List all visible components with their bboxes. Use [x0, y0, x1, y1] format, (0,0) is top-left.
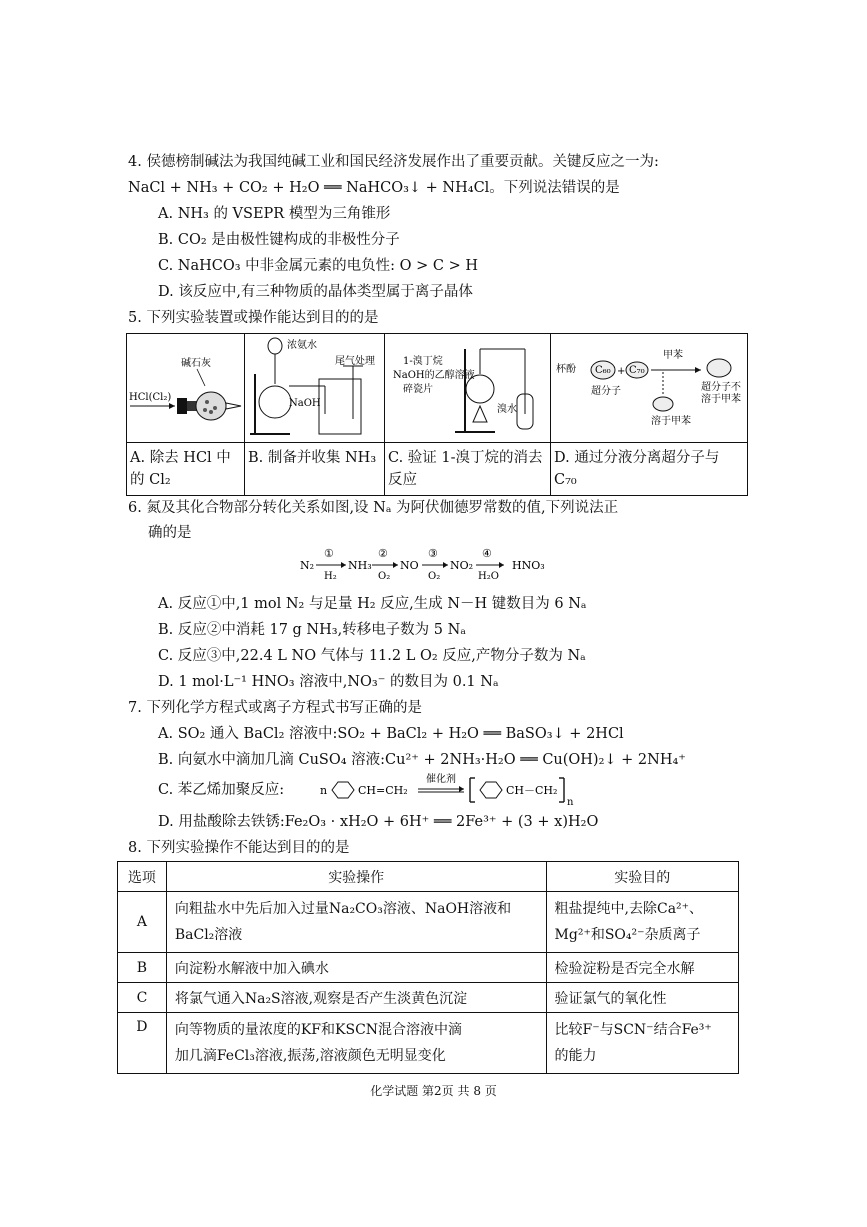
reagent-3: O₂	[428, 571, 441, 582]
row-a-purpose: 粗盐提纯中,去除Ca²⁺、 Mg²⁺和SO₄²⁻杂质离子	[546, 892, 738, 953]
q5-figure-d	[551, 334, 748, 443]
q7-option-d: D. 用盐酸除去铁锈:Fe₂O₃ · xH₂O + 6H⁺ ══ 2Fe³⁺ + (3 + x)H₂O	[158, 814, 599, 830]
q6-option-b: B. 反应②中消耗 17 g NH₃,转移电子数为 5 Nₐ	[158, 622, 466, 638]
q7-stem: 7. 下列化学方程式或离子方程式书写正确的是	[128, 700, 422, 716]
table-row	[118, 892, 739, 953]
label-soda-lime: 碱石灰	[181, 358, 211, 369]
reagent-1: H₂	[324, 571, 337, 582]
row-d-operation: 向等物质的量浓度的KF和KSCN混合溶液中滴 加几滴FeCl₃溶液,振荡,溶液颜色无明显变化	[166, 1013, 546, 1074]
species-no2: NO₂	[450, 559, 474, 572]
species-nh3: NH₃	[348, 559, 372, 572]
label-gas-input: HCl(Cl₂)	[129, 392, 172, 403]
q6-option-c: C. 反应③中,22.4 L NO 气体与 11.2 L O₂ 反应,产物分子数为 Nₐ	[158, 648, 586, 664]
poly-monomer: CH=CH₂	[358, 784, 408, 797]
row-c-operation: 将氯气通入Na₂S溶液,观察是否产生淡黄色沉淀	[166, 983, 546, 1013]
q8-experiment-table	[117, 861, 739, 1074]
label-dissolves-in-toluene: 溶于甲苯	[651, 416, 691, 427]
step-3: ③	[428, 547, 438, 560]
svg-text:+: +	[617, 366, 626, 377]
q6-option-d: D. 1 mol·L⁻¹ HNO₃ 溶液中,NO₃⁻ 的数目为 0.1 Nₐ	[158, 674, 499, 690]
species-hno3: HNO₃	[512, 559, 545, 572]
species-no: NO	[400, 559, 419, 572]
label-naoh: NaOH	[289, 398, 321, 409]
label-calixarene: 杯酚	[556, 364, 576, 375]
label-supra-insoluble-2: 溶于甲苯	[701, 394, 741, 405]
q4-option-a: A. NH₃ 的 VSEPR 模型为三角锥形	[158, 206, 391, 222]
page-footer: 化学试题 第2页 共 8 页	[370, 1084, 497, 1098]
q7-polymerization-equation	[318, 772, 578, 808]
label-supra-insoluble-1: 超分子不	[701, 382, 741, 393]
q8-header-option: 选项	[118, 862, 167, 892]
row-c-purpose: 验证氯气的氧化性	[546, 983, 738, 1013]
row-b-option: B	[118, 953, 167, 983]
label-naoh-ethanol: NaOH的乙醇溶液	[393, 370, 475, 381]
species-n2: N₂	[300, 559, 315, 572]
q8-header-purpose: 实验目的	[546, 862, 738, 892]
poly-subscript-n: n	[567, 797, 574, 808]
q5-figure-c	[385, 334, 551, 443]
reagent-2: O₂	[378, 571, 391, 582]
poly-catalyst: 催化剂	[426, 774, 456, 785]
row-b-purpose: 检验淀粉是否完全水解	[546, 953, 738, 983]
q5-apparatus-table	[126, 333, 748, 496]
q4-stem-line1: 4. 侯德榜制碱法为我国纯碱工业和国民经济发展作出了重要贡献。关键反应之一为:	[128, 154, 659, 170]
step-1: ①	[324, 547, 334, 560]
q8-header-operation: 实验操作	[166, 862, 546, 892]
table-row	[118, 1013, 739, 1074]
label-c70: C₇₀	[629, 365, 645, 376]
reagent-4: H₂O	[478, 571, 499, 582]
q7-option-b: B. 向氨水中滴加几滴 CuSO₄ 溶液:Cu²⁺ + 2NH₃·H₂O ══ Cu(OH)₂↓ + 2NH₄⁺	[158, 752, 686, 768]
q4-option-c: C. NaHCO₃ 中非金属元素的电负性: O > C > H	[158, 258, 479, 274]
row-a-operation: 向粗盐水中先后加入过量Na₂CO₃溶液、NaOH溶液和 BaCl₂溶液	[166, 892, 546, 953]
q5-caption-d: D. 通过分液分离超分子与 C₇₀	[551, 443, 748, 496]
q7-option-c: C. 苯乙烯加聚反应:	[158, 782, 285, 798]
label-conc-ammonia: 浓氨水	[287, 340, 317, 351]
q4-option-b: B. CO₂ 是由极性键构成的非极性分子	[158, 232, 400, 248]
q7-option-a: A. SO₂ 通入 BaCl₂ 溶液中:SO₂ + BaCl₂ + H₂O ══ BaSO₃↓ + 2HCl	[158, 726, 624, 742]
poly-repeat-unit: CH－CH₂	[506, 784, 558, 797]
q6-stem-line2: 确的是	[148, 525, 192, 541]
q6-nitrogen-chain	[290, 545, 570, 585]
row-d-purpose: 比较F⁻与SCN⁻结合Fe³⁺ 的能力	[546, 1013, 738, 1074]
row-a-option: A	[118, 892, 167, 953]
label-c60-left: C₆₀	[595, 365, 611, 376]
q6-option-a: A. 反应①中,1 mol N₂ 与足量 H₂ 反应,生成 N－H 键数目为 6 Nₐ	[158, 596, 587, 612]
label-bromine-water: 溴水	[497, 404, 517, 415]
row-d-option: D	[118, 1013, 167, 1074]
label-toluene: 甲苯	[663, 350, 683, 361]
step-4: ④	[482, 547, 492, 560]
q4-option-d: D. 该反应中,有三种物质的晶体类型属于离子晶体	[158, 284, 473, 300]
label-boiling-chips: 碎瓷片	[403, 384, 433, 395]
q8-stem: 8. 下列实验操作不能达到目的的是	[128, 840, 350, 856]
q4-stem-line2: NaCl + NH₃ + CO₂ + H₂O ══ NaHCO₃↓ + NH₄Cl。下列说法错误的是	[128, 180, 620, 196]
q5-caption-b: B. 制备并收集 NH₃	[245, 443, 385, 496]
poly-n-coefficient: n	[320, 784, 328, 797]
label-supramolecule: 超分子	[591, 386, 621, 397]
table-row	[118, 953, 739, 983]
q5-caption-a: A. 除去 HCl 中的 Cl₂	[127, 443, 245, 496]
label-tail-gas: 尾气处理	[335, 356, 375, 367]
step-2: ②	[378, 547, 388, 560]
q5-caption-c: C. 验证 1-溴丁烷的消去反应	[385, 443, 551, 496]
label-bromobutane: 1-溴丁烷	[403, 356, 443, 367]
row-b-operation: 向淀粉水解液中加入碘水	[166, 953, 546, 983]
table-row	[118, 983, 739, 1013]
row-c-option: C	[118, 983, 167, 1013]
q5-figure-a	[127, 334, 245, 443]
q5-figure-b	[245, 334, 385, 443]
q5-stem: 5. 下列实验装置或操作能达到目的的是	[128, 310, 379, 326]
q6-stem-line1: 6. 氮及其化合物部分转化关系如图,设 Nₐ 为阿伏伽德罗常数的值,下列说法正	[128, 500, 619, 516]
